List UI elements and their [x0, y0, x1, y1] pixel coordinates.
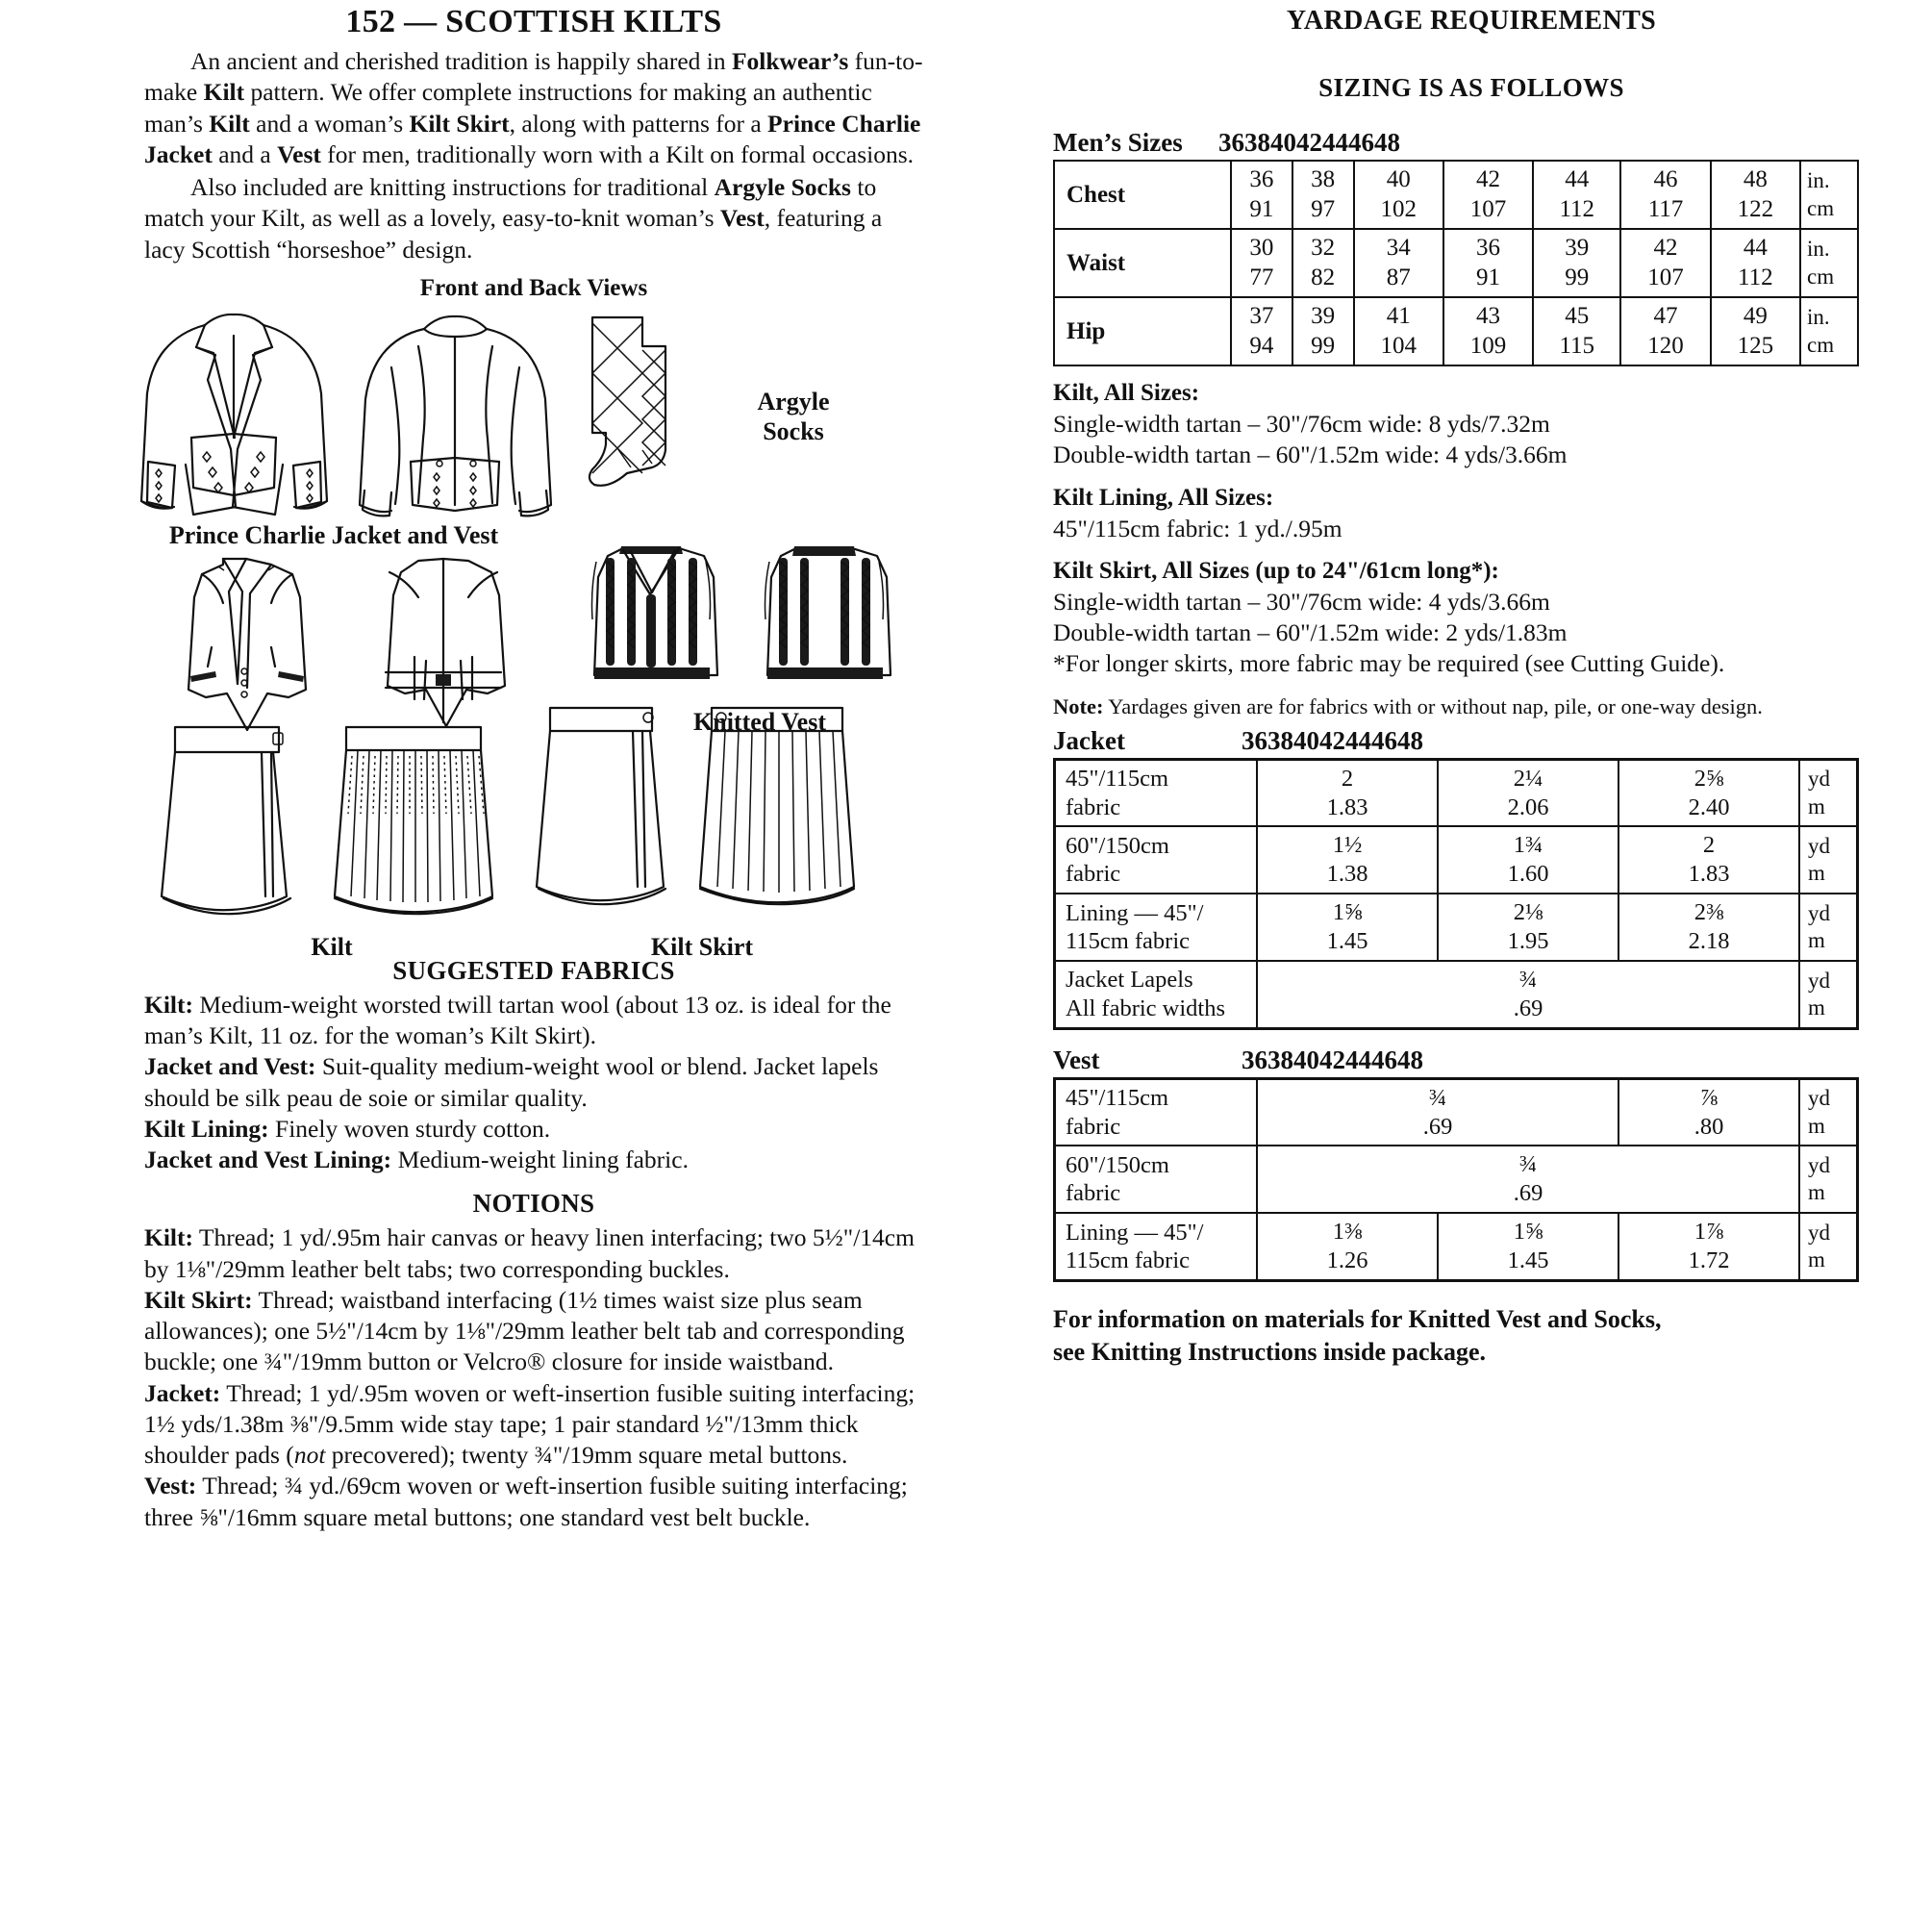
value-yards: 1⅝	[1332, 899, 1363, 926]
closing-line-1: For information on materials for Knitted Vest and Socks,	[1053, 1304, 1662, 1333]
vest-row-label	[1055, 1213, 1258, 1280]
jacket-value-cell	[1618, 894, 1799, 961]
sizing-cell-cm: 109	[1469, 332, 1507, 359]
vest-size-header-38: 38	[1267, 1045, 1293, 1074]
kilt-label: Kilt	[311, 932, 353, 961]
sizing-cell-inches: 41	[1386, 303, 1411, 329]
sizing-cell	[1354, 229, 1443, 297]
jacket-size-header-36: 36	[1242, 725, 1267, 755]
note-text: Yardages given are for fabrics with or without nap, pile, or one-way design.	[1103, 693, 1763, 718]
sizing-row	[1054, 297, 1858, 365]
argyle-socks-label	[721, 387, 866, 447]
sizing-cell	[1533, 161, 1620, 229]
size-header-44: 44	[1322, 128, 1348, 157]
value-meters: 1.26	[1326, 1247, 1368, 1273]
vest-table-title: Vest	[1053, 1045, 1100, 1074]
unit-m: m	[1808, 995, 1825, 1020]
sizing-cell	[1620, 161, 1710, 229]
value-yards: 2	[1702, 832, 1716, 859]
fabric-item-text: Medium-weight lining fabric.	[391, 1146, 689, 1173]
right-column	[1053, 0, 1890, 1368]
value-yards: 1⅝	[1513, 1219, 1543, 1246]
value-yards: 1⅞	[1694, 1219, 1724, 1246]
argyle-sock-illustration	[579, 314, 704, 511]
intro-2-run-2: to match your Kilt, as well as a lovely, easy-to-knit woman’s	[144, 173, 877, 233]
jacket-table-title: Jacket	[1053, 725, 1125, 755]
argyle-socks-label-line1: Argyle	[757, 387, 830, 416]
value-yards: 2⅝	[1694, 765, 1724, 792]
sizing-cell	[1533, 297, 1620, 365]
fabric-item-label: Jacket and Vest:	[144, 1052, 316, 1081]
sizing-cell-cm: 77	[1249, 264, 1274, 290]
vest-row	[1055, 1146, 1858, 1213]
sizing-row	[1054, 229, 1858, 297]
value-meters: 1.60	[1507, 861, 1549, 888]
jacket-yardage-table	[1053, 758, 1859, 1030]
jacket-row	[1055, 961, 1858, 1028]
value-meters: 1.38	[1326, 861, 1368, 888]
vest-row	[1055, 1078, 1858, 1146]
vest-value-cell	[1438, 1213, 1618, 1280]
value-meters: 2.40	[1688, 793, 1730, 820]
fabric-item	[144, 990, 923, 1052]
sizing-cell-inches: 42	[1653, 235, 1678, 261]
jacket-value-cell	[1618, 759, 1799, 826]
sizing-cell	[1711, 229, 1800, 297]
sizing-cell-cm: 97	[1311, 195, 1336, 222]
kilt-skirt-yardage-line: Single-width tartan – 30"/76cm wide: 4 yds/3.66m	[1053, 587, 1550, 616]
intro-1-run-9: Prince Charlie Jacket	[144, 109, 921, 168]
jacket-row-label	[1055, 826, 1258, 894]
jacket-value-cell	[1257, 826, 1438, 894]
sizing-cell	[1443, 297, 1533, 365]
sizing-cell-cm: 122	[1737, 195, 1774, 222]
intro-1-run-5: Kilt	[209, 109, 250, 138]
sizing-cell	[1711, 161, 1800, 229]
sizing-cell	[1711, 297, 1800, 365]
jacket-value-cell	[1438, 826, 1618, 894]
value-yards: ¾	[1428, 1084, 1447, 1111]
kilt-skirt-yardage-line: *For longer skirts, more fabric may be required (see Cutting Guide).	[1053, 649, 1725, 678]
kilt-skirt-yardage-block	[1053, 558, 1890, 680]
notion-item	[144, 1285, 923, 1378]
sizing-cell-inches: 39	[1565, 235, 1590, 261]
vest-yardage-table	[1053, 1077, 1859, 1282]
value-meters: 1.72	[1688, 1247, 1730, 1273]
kilt-lining-heading: Kilt Lining, All Sizes:	[1053, 484, 1274, 511]
vest-back-illustration	[361, 553, 529, 741]
intro-paragraph-2	[144, 172, 923, 265]
intro-1-run-1: Folkwear’s	[731, 47, 849, 75]
unit-in: in.	[1807, 305, 1830, 330]
sizing-cell-cm: 125	[1737, 332, 1774, 359]
nap-note	[1053, 693, 1890, 720]
intro-1-run-11: Vest	[277, 139, 321, 168]
kilt-yardage-block	[1053, 380, 1890, 471]
fabric-item-text: Finely woven sturdy cotton.	[268, 1114, 551, 1143]
illustration-group	[144, 308, 923, 961]
jacket-size-header-42: 42	[1319, 725, 1345, 755]
intro-2-run-1: Argyle Socks	[714, 173, 851, 201]
sizing-cell-cm: 117	[1647, 195, 1684, 222]
jacket-size-header-38: 38	[1267, 725, 1293, 755]
unit-m: m	[1808, 861, 1825, 886]
value-meters: .69	[1513, 995, 1543, 1021]
value-yards: 2	[1341, 765, 1354, 792]
sizing-cell-inches: 36	[1476, 235, 1501, 261]
vest-value-cell	[1257, 1213, 1438, 1280]
knitted-vest-front-illustration	[577, 539, 726, 707]
page-title: 152 — SCOTTISH KILTS	[345, 4, 722, 39]
sizing-cell-inches: 45	[1565, 303, 1590, 329]
value-meters: 2.18	[1688, 928, 1730, 954]
value-meters: 1.45	[1507, 1247, 1549, 1273]
intro-1-run-2: fun-to-make	[144, 47, 923, 107]
sizing-cell	[1292, 161, 1354, 229]
intro-1-run-10: and a	[212, 139, 278, 168]
notion-item	[144, 1378, 923, 1472]
unit-m: m	[1808, 793, 1825, 818]
row-label-line1: 60"/150cm	[1066, 832, 1169, 859]
fabric-item	[144, 1145, 923, 1175]
fabric-item-label: Kilt Lining:	[144, 1114, 269, 1143]
closing-line-2: see Knitting Instructions inside package.	[1053, 1337, 1486, 1366]
sizing-cell	[1620, 229, 1710, 297]
row-label-line2: fabric	[1066, 861, 1121, 888]
jacket-unit-cell	[1799, 826, 1858, 894]
jacket-unit-cell	[1799, 894, 1858, 961]
kilt-yardage-line: Single-width tartan – 30"/76cm wide: 8 yds/7.32m	[1053, 410, 1550, 438]
sizing-cell	[1533, 229, 1620, 297]
value-yards: 2⅜	[1694, 899, 1724, 926]
value-yards: ¾	[1518, 1151, 1538, 1178]
jacket-size-header-44: 44	[1345, 725, 1371, 755]
vest-size-header-42: 42	[1319, 1045, 1345, 1074]
sizing-cell-inches: 30	[1249, 235, 1274, 261]
unit-cm: cm	[1807, 332, 1835, 357]
fabric-item	[144, 1051, 923, 1114]
row-label-line2: fabric	[1066, 1113, 1121, 1140]
sizing-cell	[1620, 297, 1710, 365]
unit-yd: yd	[1808, 900, 1830, 925]
size-header-36: 36	[1218, 128, 1244, 157]
jacket-size-header-48: 48	[1397, 725, 1423, 755]
vest-unit-cell	[1799, 1146, 1858, 1213]
sizing-cell-cm: 99	[1311, 332, 1336, 359]
sizing-cell-inches: 32	[1311, 235, 1336, 261]
jacket-front-illustration	[120, 308, 351, 524]
knitted-vest-back-illustration	[750, 539, 899, 707]
jacket-unit-cell	[1799, 961, 1858, 1028]
sizing-cell-cm: 107	[1647, 264, 1684, 290]
jacket-back-illustration	[341, 308, 563, 524]
unit-m: m	[1808, 1113, 1825, 1138]
size-header-46: 46	[1348, 128, 1374, 157]
sizing-cell-inches: 48	[1743, 166, 1768, 192]
sizing-heading: SIZING IS AS FOLLOWS	[1318, 73, 1624, 102]
sizing-cell	[1443, 161, 1533, 229]
suggested-fabrics-list	[144, 990, 923, 1176]
row-label-line2: 115cm fabric	[1066, 1247, 1191, 1273]
vest-value-cell	[1618, 1078, 1799, 1146]
sizing-cell	[1231, 297, 1292, 365]
value-meters: .69	[1422, 1113, 1453, 1140]
fabric-item	[144, 1114, 923, 1145]
kilt-skirt-label: Kilt Skirt	[650, 932, 754, 961]
kilt-skirt-pleated-illustration	[692, 700, 861, 907]
sizing-cell-cm: 120	[1647, 332, 1684, 359]
knitted-vest-label: Knitted Vest	[693, 707, 826, 736]
notion-item	[144, 1222, 923, 1285]
unit-yd: yd	[1808, 1086, 1830, 1111]
fabric-item-label: Kilt:	[144, 990, 193, 1019]
sizing-cell-inches: 36	[1249, 166, 1274, 192]
sizing-unit-cell	[1800, 297, 1858, 365]
vest-row-label	[1055, 1146, 1258, 1213]
sizing-cell-cm: 112	[1738, 264, 1773, 290]
kilt-yardage-line: Double-width tartan – 60"/1.52m wide: 4 yds/3.66m	[1053, 441, 1568, 469]
sizing-cell	[1292, 229, 1354, 297]
sizing-cell-inches: 42	[1476, 166, 1501, 192]
notion-item-text: Thread; waistband interfacing (1½ times waist size plus seam allowances); one 5½"/14cm by 1⅛"/29mm leather belt tab and corresponding buckle; one ¾"/19mm button or Velcro® closure for inside waistband.	[144, 1285, 905, 1376]
sizing-cell	[1354, 297, 1443, 365]
fabric-item-label: Jacket and Vest Lining:	[144, 1146, 392, 1173]
vest-front-illustration	[163, 553, 332, 741]
size-header-38: 38	[1244, 128, 1270, 157]
kilt-skirt-heading: Kilt Skirt, All Sizes (up to 24"/61cm long*):	[1053, 557, 1499, 584]
fabric-item-text: Suit-quality medium-weight wool or blend. Jacket lapels should be silk peau de soie or similar quality.	[144, 1052, 879, 1112]
unit-cm: cm	[1807, 195, 1835, 220]
vest-table-header	[1053, 1045, 1890, 1075]
intro-1-run-12: for men, traditionally worn with a Kilt on formal occasions.	[320, 139, 914, 168]
size-header-42: 42	[1296, 128, 1322, 157]
vest-size-header-44: 44	[1345, 1045, 1371, 1074]
size-header-48: 48	[1374, 128, 1400, 157]
size-header-40: 40	[1270, 128, 1296, 157]
sizing-cell-inches: 46	[1653, 166, 1678, 192]
sizing-cell-inches: 49	[1743, 303, 1768, 329]
sizing-cell-cm: 102	[1380, 195, 1417, 222]
kilt-lining-yardage-block	[1053, 485, 1890, 544]
value-meters: 1.83	[1688, 861, 1730, 888]
sizing-unit-cell	[1800, 161, 1858, 229]
row-label-line1: Lining — 45"/	[1066, 1219, 1204, 1246]
row-label-line2: fabric	[1066, 793, 1121, 820]
unit-m: m	[1808, 928, 1825, 952]
kilt-front-illustration	[154, 719, 298, 926]
kilt-all-sizes-heading: Kilt, All Sizes:	[1053, 380, 1200, 406]
kilt-skirt-yardage-line: Double-width tartan – 60"/1.52m wide: 2 yds/1.83m	[1053, 618, 1568, 646]
value-yards: 1⅜	[1332, 1219, 1363, 1246]
sizing-cell-cm: 112	[1559, 195, 1595, 222]
notion-item-text: Thread; 1 yd/.95m woven or weft-insertion fusible suiting interfacing; 1½ yds/1.38m ⅜"/9.5mm wide stay tape; 1 pair standard ½"/13mm thick shoulder pads (not precovered); twenty ¾"/19mm square metal buttons.	[144, 1378, 916, 1469]
jacket-row-label	[1055, 894, 1258, 961]
mens-sizes-header	[1053, 128, 1890, 158]
unit-yd: yd	[1808, 1153, 1830, 1178]
value-meters: 1.83	[1326, 793, 1368, 820]
jacket-size-header-40: 40	[1293, 725, 1319, 755]
notion-item-label: Vest:	[144, 1472, 197, 1500]
sizing-cell-cm: 87	[1386, 264, 1411, 290]
jacket-value-cell	[1257, 894, 1438, 961]
sizing-cell-inches: 47	[1653, 303, 1678, 329]
kilt-pleated-illustration	[327, 719, 500, 926]
notion-item-text: Thread; 1 yd/.95m hair canvas or heavy linen interfacing; two 5½"/14cm by 1⅛"/29mm leather belt tabs; two corresponding buckles.	[144, 1223, 915, 1283]
unit-in: in.	[1807, 168, 1830, 193]
yardage-requirements-heading: YARDAGE REQUIREMENTS	[1286, 6, 1657, 36]
notion-item-label: Kilt Skirt:	[144, 1285, 253, 1314]
sizing-cell-inches: 38	[1311, 166, 1336, 192]
value-meters: 2.06	[1507, 793, 1549, 820]
row-label-line2: 115cm fabric	[1066, 928, 1191, 954]
jacket-value-cell	[1257, 759, 1438, 826]
jacket-value-cell	[1438, 759, 1618, 826]
sizing-cell	[1231, 229, 1292, 297]
vest-size-header-40: 40	[1293, 1045, 1319, 1074]
notion-item-label: Kilt:	[144, 1223, 193, 1252]
vest-size-header-46: 46	[1371, 1045, 1397, 1074]
fabric-item-text: Medium-weight worsted twill tartan wool (about 13 oz. is ideal for the man’s Kilt, 11 oz. for the woman’s Kilt Skirt).	[144, 990, 891, 1049]
notion-item	[144, 1471, 923, 1533]
sizing-cell-cm: 91	[1249, 195, 1274, 222]
sizing-cell-cm: 115	[1559, 332, 1595, 359]
emphasis-not: not	[293, 1441, 326, 1469]
intro-2-run-4: , featuring a lacy Scottish “horseshoe” design.	[144, 204, 883, 264]
row-label-line1: 60"/150cm	[1066, 1151, 1169, 1178]
jacket-value-cell	[1257, 961, 1799, 1028]
note-label: Note:	[1053, 693, 1104, 718]
vest-unit-cell	[1799, 1078, 1858, 1146]
sizing-cell-inches: 34	[1386, 235, 1411, 261]
vest-value-cell	[1257, 1078, 1618, 1146]
vest-value-cell	[1618, 1213, 1799, 1280]
vest-size-header-48: 48	[1397, 1045, 1423, 1074]
value-meters: .69	[1513, 1180, 1543, 1207]
sizing-cell-cm: 99	[1565, 264, 1590, 290]
sizing-cell-inches: 37	[1249, 303, 1274, 329]
sizing-row-label: Hip	[1054, 297, 1231, 365]
vest-unit-cell	[1799, 1213, 1858, 1280]
sizing-cell-inches: 40	[1386, 166, 1411, 192]
sizing-table	[1053, 160, 1859, 366]
value-yards: 2⅛	[1513, 899, 1543, 926]
vest-row-label	[1055, 1078, 1258, 1146]
jacket-value-cell	[1438, 894, 1618, 961]
notion-item-label: Jacket:	[144, 1378, 221, 1407]
row-label-line1: Lining — 45"/	[1066, 899, 1204, 926]
kilt-skirt-front-illustration	[527, 700, 676, 907]
intro-1-run-8: , along with patterns for a	[509, 109, 768, 138]
suggested-fabrics-heading: SUGGESTED FABRICS	[392, 955, 675, 985]
notions-heading: NOTIONS	[472, 1189, 595, 1219]
sizing-cell-inches: 39	[1311, 303, 1336, 329]
knitting-instructions-note	[1053, 1303, 1890, 1369]
left-column	[144, 0, 923, 1533]
unit-yd: yd	[1808, 834, 1830, 859]
sizing-cell	[1443, 229, 1533, 297]
intro-1-run-4: pattern. We offer complete instructions for making an authentic man’s	[144, 78, 872, 138]
sizing-cell-inches: 43	[1476, 303, 1501, 329]
intro-1-run-3: Kilt	[203, 78, 245, 107]
jacket-row	[1055, 894, 1858, 961]
vest-row	[1055, 1213, 1858, 1280]
sizing-cell	[1292, 297, 1354, 365]
argyle-socks-label-line2: Socks	[763, 417, 824, 446]
value-yards: 1½	[1332, 832, 1363, 859]
intro-1-run-7: Kilt Skirt	[409, 109, 510, 138]
sizing-row-label: Waist	[1054, 229, 1231, 297]
sizing-cell-inches: 44	[1743, 235, 1768, 261]
unit-yd: yd	[1808, 1220, 1830, 1245]
jacket-row-label	[1055, 759, 1258, 826]
mens-sizes-label: Men’s Sizes	[1053, 128, 1183, 157]
row-label-line1: 45"/115cm	[1066, 766, 1169, 793]
sizing-cell-cm: 82	[1311, 264, 1336, 290]
notion-item-text: Thread; ¾ yd./69cm woven or weft-insertion fusible suiting interfacing; three ⅝"/16mm square metal buttons; one standard vest belt buckle.	[144, 1472, 908, 1531]
row-label-line1: Jacket Lapels	[1066, 967, 1193, 994]
row-label-line2: fabric	[1066, 1180, 1121, 1207]
sizing-row	[1054, 161, 1858, 229]
sizing-cell-cm: 107	[1469, 195, 1507, 222]
front-back-views-heading: Front and Back Views	[419, 274, 648, 301]
jacket-row	[1055, 826, 1858, 894]
jacket-table-header	[1053, 726, 1890, 756]
intro-1-run-0: An ancient and cherished tradition is happily shared in	[190, 47, 732, 75]
sizing-cell	[1354, 161, 1443, 229]
unit-yd: yd	[1808, 767, 1830, 792]
vest-size-header-36: 36	[1242, 1045, 1267, 1074]
jacket-value-cell	[1618, 826, 1799, 894]
unit-m: m	[1808, 1180, 1825, 1205]
kilt-lining-yardage-line: 45"/115cm fabric: 1 yd./.95m	[1053, 514, 1342, 542]
value-meters: 1.95	[1507, 928, 1549, 954]
value-meters: .80	[1694, 1113, 1724, 1140]
jacket-row	[1055, 759, 1858, 826]
sizing-cell-cm: 104	[1380, 332, 1417, 359]
sizing-cell-cm: 91	[1476, 264, 1501, 290]
jacket-row-label	[1055, 961, 1258, 1028]
row-label-line1: 45"/115cm	[1066, 1085, 1169, 1112]
value-yards: 1¾	[1513, 832, 1543, 859]
value-yards: 2¼	[1513, 765, 1543, 792]
sizing-cell	[1231, 161, 1292, 229]
sizing-cell-cm: 94	[1249, 332, 1274, 359]
intro-2-run-0: Also included are knitting instructions for traditional	[190, 173, 715, 201]
unit-in: in.	[1807, 237, 1830, 262]
jacket-size-header-46: 46	[1371, 725, 1397, 755]
row-label-line2: All fabric widths	[1066, 995, 1226, 1021]
value-yards: ⅞	[1699, 1084, 1719, 1111]
sizing-row-label: Chest	[1054, 161, 1231, 229]
unit-cm: cm	[1807, 264, 1835, 289]
notions-list	[144, 1222, 923, 1533]
unit-m: m	[1808, 1247, 1825, 1272]
unit-yd: yd	[1808, 968, 1830, 993]
vest-value-cell	[1257, 1146, 1799, 1213]
sizing-unit-cell	[1800, 229, 1858, 297]
jacket-unit-cell	[1799, 759, 1858, 826]
intro-1-run-6: and a woman’s	[249, 109, 410, 138]
prince-charlie-label: Prince Charlie Jacket and Vest	[168, 520, 499, 549]
sizing-cell-inches: 44	[1565, 166, 1590, 192]
value-meters: 1.45	[1326, 928, 1368, 954]
intro-2-run-3: Vest	[719, 204, 765, 233]
intro-paragraph-1	[144, 46, 923, 170]
value-yards: ¾	[1518, 966, 1538, 993]
